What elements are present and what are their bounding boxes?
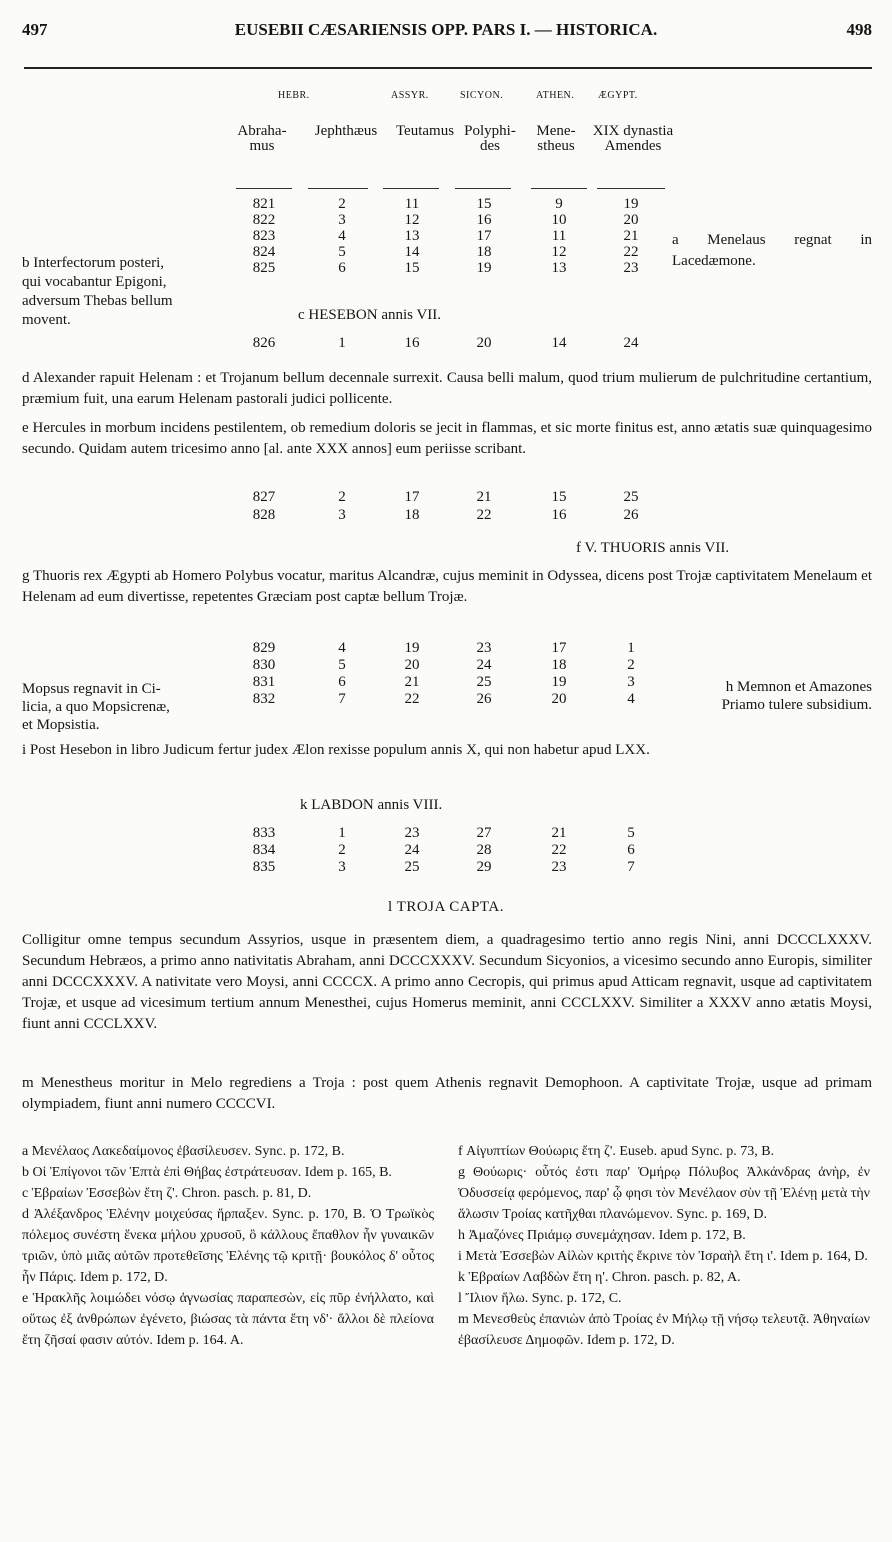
table-cell: 16 <box>551 507 567 523</box>
table-cell: 829 <box>252 640 276 656</box>
table-cell: 2 <box>627 657 635 673</box>
footnote-m: m Μενεσθεὺς ἐπανιὼν ἀπὸ Τροίας ἐν Μήλῳ τῇ νήσῳ τελευτᾷ. Ἀθηναίων ἐβασίλευσε Δημοφῶν. Idem p. 172, D. <box>458 1312 870 1348</box>
table-cell: 835 <box>252 859 276 875</box>
table-cell: 5 <box>338 244 346 260</box>
table-cell: 831 <box>252 674 276 690</box>
heading-troja-capta: l TROJA CAPTA. <box>388 899 504 915</box>
table-cell: 13 <box>404 228 420 244</box>
footnote-i: i Μετὰ Ἐσσεβὼν Αἰλὼν κριτὴς ἔκρινε τὸν Ἰσραὴλ ἔτη ι'. Idem p. 164, D. <box>458 1249 868 1264</box>
table-cell: 3 <box>338 212 346 228</box>
table-cell: 18 <box>551 657 567 673</box>
heading-hesebon: c HESEBON annis VII. <box>298 307 442 323</box>
note-menelaus: a Menelaus regnat in Lacedæmone. <box>672 232 872 269</box>
table-cell: 2 <box>338 489 346 505</box>
table-cell: 830 <box>252 657 276 673</box>
table-cell: 17 <box>476 228 492 244</box>
col-head-aegypt: ÆGYPT. <box>598 90 638 101</box>
table-cell: 19 <box>404 640 420 656</box>
table-cell: 22 <box>551 842 567 858</box>
table-cell: 5 <box>338 657 346 673</box>
table-cell: 832 <box>252 691 276 707</box>
footnote-g: g Θούωρις· οὗτός ἐστι παρ' Ὁμήρῳ Πόλυβος Ἀλκάνδρας ἀνὴρ, ἐν Ὀδυσσείᾳ φερόμενος, παρ' ᾧ φησι τὸν Μενέλαον σὺν τῇ Ἑλένῃ μετὰ τὴν ἅλωσιν Τροίας κατῆχθαι πλανώμενον. Sync. p. 169, D. <box>458 1165 870 1222</box>
table-cell: 20 <box>551 691 567 707</box>
table-cell: 26 <box>476 691 492 707</box>
table-cell: 22 <box>404 691 420 707</box>
table-cell: 7 <box>338 691 346 707</box>
table-cell: 23 <box>404 825 420 841</box>
table-cell: 2 <box>338 842 346 858</box>
col-name-athen: Mene- stheus <box>536 123 576 154</box>
col-head-athen: ATHEN. <box>536 90 575 101</box>
paragraph-e: e Hercules in morbum incidens pestilentem, ob remedium doloris se jecit in flammas, et sic morte finitus est, anno ætatis suæ quinquagesimo secundo. Quidam autem tricesimo anno [al. ante XXX annos] eum periisse scribant. <box>22 420 872 457</box>
col-name-hebr: Abraha- mus <box>237 123 287 154</box>
table-cell: 29 <box>476 859 492 875</box>
table-cell: 22 <box>476 507 492 523</box>
col-name-assyr: Teutamus <box>395 123 455 139</box>
footnotes-right-column <box>458 1141 870 1351</box>
table-cell: 20 <box>476 335 492 351</box>
table-cell: 16 <box>404 335 420 351</box>
footnote-k: k Ἑβραίων Λαβδὼν ἔτη η'. Chron. pasch. p. 82, A. <box>458 1270 741 1285</box>
running-title: EUSEBII CÆSARIENSIS OPP. PARS I. — HISTORICA. <box>234 20 658 39</box>
table-cell: 13 <box>551 260 567 276</box>
table-cell: 24 <box>476 657 492 673</box>
table-cell: 822 <box>252 212 276 228</box>
table-cell: 17 <box>551 640 567 656</box>
table-cell: 4 <box>338 228 346 244</box>
col-head-hebr: HEBR. <box>278 90 310 101</box>
table-cell: 27 <box>476 825 492 841</box>
table-cell: 23 <box>551 859 567 875</box>
table-cell: 20 <box>404 657 420 673</box>
paragraph-colligitur: Colligitur omne tempus secundum Assyrios, usque in præsentem diem, a quadragesimo tertio anno regis Nini, anni DCCCLXXXV. Secundum Hebræos, a primo anno nativitatis Abraham, anni DCCCXXXV. Secundum Sicyonios, a vicesimo secundo anno Europis, similiter anni DCCCXXXV. A nativitate vero Moysi, anni CCCCX. A primo anno Cecropis, qui primus apud Atticam regnavit, usque ad captivitatem Trojæ, et usque ad vicesimum tertium annum Menesthei, cujus Homerus meminit, anni CCCLXXV. Similiter a XXXV anno ætatis Moysi, fiunt anni CCCLXXV. <box>22 932 872 1032</box>
table-cell: 9 <box>555 196 563 212</box>
table-cell: 25 <box>623 489 639 505</box>
table-cell: 21 <box>623 228 639 244</box>
left-page-number: 497 <box>22 20 48 39</box>
table-cell: 25 <box>476 674 492 690</box>
table-cell: 1 <box>627 640 635 656</box>
table-cell: 15 <box>404 260 420 276</box>
table-cell: 20 <box>623 212 639 228</box>
table-cell: 17 <box>404 489 420 505</box>
table-cell: 11 <box>551 228 567 244</box>
table-cell: 24 <box>623 335 639 351</box>
table-cell: 28 <box>476 842 492 858</box>
table-cell: 21 <box>404 674 420 690</box>
table-cell: 826 <box>252 335 276 351</box>
table-cell: 828 <box>252 507 276 523</box>
table-cell: 16 <box>476 212 492 228</box>
paragraph-d: d Alexander rapuit Helenam : et Trojanum bellum decennale surrexit. Causa belli malum, quod trium mulierum de pulchritudine certantium, præmium fuit, una earum Helenam pastorali judici pollicente. <box>22 370 872 407</box>
table-cell: 25 <box>404 859 420 875</box>
table-cell: 6 <box>627 842 635 858</box>
table-cell: 19 <box>551 674 567 690</box>
heading-thuoris: f V. THUORIS annis VII. <box>576 540 730 556</box>
table-cell: 14 <box>404 244 420 260</box>
table-cell: 6 <box>338 260 346 276</box>
footnote-e: e Ἡρακλῆς λοιμώδει νόσῳ ἀγνωσίας παραπεσὼν, εἰς πῦρ ἐνήλλατο, καὶ οὕτως ἐξ ἀνθρώπων ἐγένετο, βιώσας τὰ πάντα ἔτη νδ'· ἄλλοι δὲ πλείονα ἔτη ζῆσαί φασιν αὐτόν. Idem p. 164. A. <box>22 1291 434 1348</box>
table-cell: 19 <box>476 260 492 276</box>
table-cell: 821 <box>252 196 276 212</box>
table-cell: 18 <box>476 244 492 260</box>
table-cell: 21 <box>476 489 492 505</box>
table-cell: 823 <box>252 228 276 244</box>
table-cell: 23 <box>476 640 492 656</box>
table-cell: 19 <box>623 196 639 212</box>
note-epigoni: b Interfectorum posteri, qui vocabantur Epigoni, adversum Thebas bellum movent. <box>22 255 173 328</box>
table-cell: 834 <box>252 842 276 858</box>
table-cell: 7 <box>627 859 635 875</box>
table-cell: 4 <box>338 640 346 656</box>
table-cell: 825 <box>252 260 276 276</box>
note-mopsus: Mopsus regnavit in Ci- licia, a quo Mopsicrenæ, et Mopsistia. <box>22 681 170 733</box>
paragraph-i: i Post Hesebon in libro Judicum fertur judex Ælon rexisse populum annis X, qui non habetur apud LXX. <box>22 742 650 758</box>
table-cell: 827 <box>252 489 276 505</box>
footnote-l: l Ἴλιον ἥλω. Sync. p. 172, C. <box>458 1291 622 1306</box>
table-cell: 22 <box>623 244 639 260</box>
header-rule <box>24 67 872 69</box>
table-cell: 26 <box>623 507 639 523</box>
col-head-sicyon: SICYON. <box>460 90 504 101</box>
footnote-h: h Ἀμαζόνες Πριάμῳ συνεμάχησαν. Idem p. 172, B. <box>458 1228 746 1243</box>
table-cell: 12 <box>551 244 567 260</box>
table-cell: 2 <box>338 196 346 212</box>
table-cell: 3 <box>338 859 346 875</box>
footnote-b: b Οἱ Ἐπίγονοι τῶν Ἑπτὰ ἐπὶ Θήβας ἐστράτευσαν. Idem p. 165, B. <box>22 1165 392 1180</box>
table-cell: 5 <box>627 825 635 841</box>
table-cell: 12 <box>404 212 420 228</box>
right-page-number: 498 <box>846 20 872 39</box>
table-cell: 833 <box>252 825 276 841</box>
table-cell: 21 <box>551 825 567 841</box>
table-cell: 3 <box>338 507 346 523</box>
table-cell: 11 <box>404 196 420 212</box>
table-cell: 10 <box>551 212 567 228</box>
table-cell: 824 <box>252 244 276 260</box>
footnote-c: c Ἑβραίων Ἐσσεβὼν ἔτη ζ'. Chron. pasch. p. 81, D. <box>22 1186 312 1201</box>
table-cell: 3 <box>627 674 635 690</box>
table-cell: 1 <box>338 825 346 841</box>
table-cell: 23 <box>623 260 639 276</box>
table-cell: 14 <box>551 335 567 351</box>
table-cell: 15 <box>476 196 492 212</box>
paragraph-g: g Thuoris rex Ægypti ab Homero Polybus vocatur, maritus Alcandræ, cujus meminit in Odyssea, dicens post Trojæ captivitatem Menelaum et Helenam ad eum divertisse, repetentes Græciam post captæ bellum Trojæ. <box>22 568 872 605</box>
table-cell: 24 <box>404 842 420 858</box>
note-memnon: h Memnon et Amazones Priamo tulere subsidium. <box>721 679 872 713</box>
col-name-aegypt: XIX dynastia Amendes <box>592 123 674 154</box>
table-cell: 18 <box>404 507 420 523</box>
heading-labdon: k LABDON annis VIII. <box>300 797 443 813</box>
footnote-d: d Ἀλέξανδρος Ἑλένην μοιχεύσας ἥρπαξεν. Sync. p. 170, B. Ὁ Τρωϊκὸς πόλεμος συνέστη ἕνεκα μήλου χρυσοῦ, ὃ κάλλους ἔπαθλον ἦν γυναικῶν τριῶν, ὑπὸ μιᾶς αὐτῶν προτεθεῖσης Ἑλένης τῷ κριτῇ· βουκόλος δ' οὗτος ἦν Πάρις. Idem p. 172, D. <box>22 1207 434 1285</box>
col-name-sicyon: Polyphi- des <box>464 123 516 154</box>
footnote-a: a Μενέλαος Λακεδαίμονος ἐβασίλευσεν. Sync. p. 172, B. <box>22 1144 345 1159</box>
footnotes-left-column <box>22 1141 434 1351</box>
col-name-hebr-judge: Jephthæus <box>314 123 378 139</box>
table-cell: 6 <box>338 674 346 690</box>
table-cell: 4 <box>627 691 635 707</box>
table-cell: 15 <box>551 489 567 505</box>
footnote-f: f Αἰγυπτίων Θούωρις ἔτη ζ'. Euseb. apud Sync. p. 73, B. <box>458 1144 775 1159</box>
col-head-assyr: ASSYR. <box>391 90 429 101</box>
table-cell: 1 <box>338 335 346 351</box>
paragraph-m: m Menestheus moritur in Melo regrediens a Troja : post quem Athenis regnavit Demophoon. A captivitate Trojæ, usque ad primam olympiadem, fiunt anni numero CCCCVI. <box>22 1075 872 1112</box>
